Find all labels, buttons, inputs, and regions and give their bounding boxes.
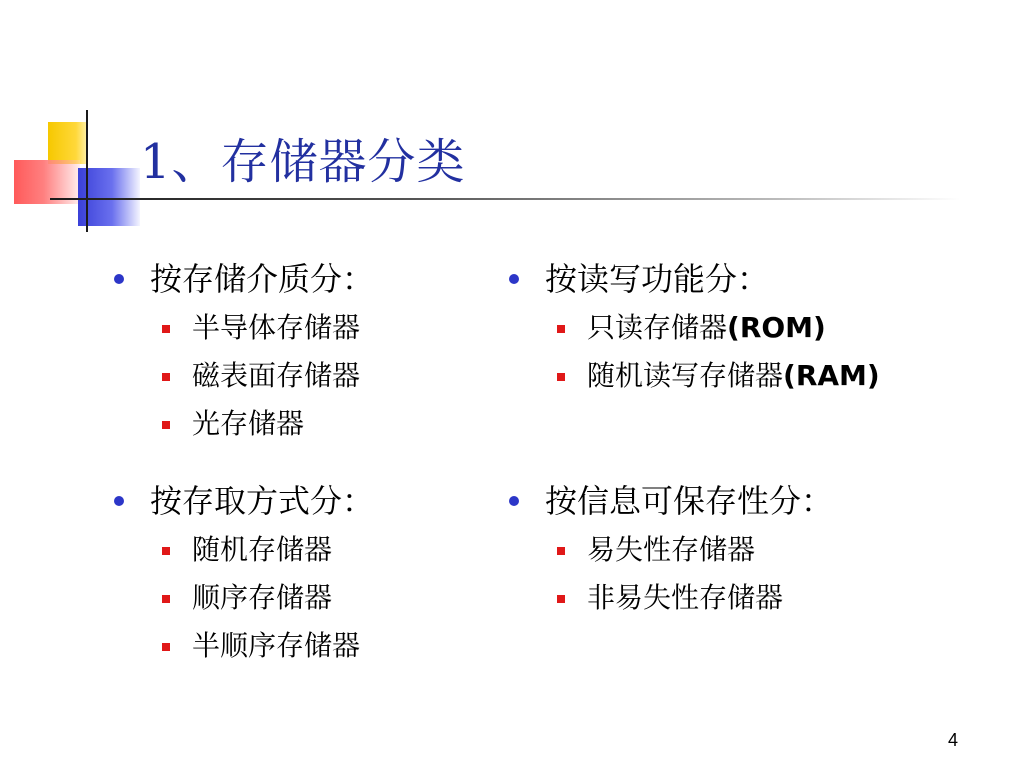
bullet-square-icon [162,421,170,429]
sub-bullet-text: 易失性存储器 [587,533,756,566]
sub-bullet [505,304,965,352]
sub-bullet-text: 半导体存储器 [192,311,361,344]
bullet-square-icon [162,643,170,651]
page-number: 4 [948,730,959,750]
sub-bullet-text: 磁表面存储器 [192,359,361,392]
bullet-square-icon [557,373,565,381]
bullet-dot-icon [114,274,124,284]
slide-title: 1、存储器分类 [140,134,466,190]
sub-bullet [505,574,965,622]
bullet-heading-text: 按读写功能分： [545,260,770,298]
bullet-heading-text: 按存取方式分： [150,482,375,520]
sub-bullet-abbreviation: (ROM) [727,311,826,344]
bullet-square-icon [557,595,565,603]
sub-bullet [110,526,570,574]
sub-bullet [110,622,570,670]
bullet-heading-text: 按存储介质分： [150,260,375,298]
sub-bullet-spacer [505,400,965,448]
right-column [505,254,965,622]
bullet-square-icon [162,547,170,555]
bullet-heading [505,476,965,526]
sub-bullet-text: 随机读写存储器 [587,359,784,392]
sub-bullet [505,352,965,400]
sub-bullet [110,400,570,448]
sub-bullet-abbreviation: (RAM) [783,359,880,392]
bullet-heading [110,254,570,304]
sub-bullet [110,304,570,352]
sub-bullet-text: 顺序存储器 [192,581,333,614]
bullet-square-icon [162,373,170,381]
decorative-logo [0,100,150,240]
bullet-heading [110,476,570,526]
bullet-square-icon [557,547,565,555]
sub-bullet [110,574,570,622]
bullet-square-icon [557,325,565,333]
sub-bullet-text: 非易失性存储器 [587,581,784,614]
bullet-square-icon [162,325,170,333]
sub-bullet [110,352,570,400]
bullet-square-icon [162,595,170,603]
bullet-group [110,476,570,670]
bullet-heading [505,254,965,304]
title-underline [50,198,960,200]
bullet-group [505,476,965,622]
sub-bullet-text: 半顺序存储器 [192,629,361,662]
left-column [110,254,570,670]
yellow-square-decoration [48,122,88,164]
sub-bullet-text: 只读存储器 [587,311,728,344]
vertical-rule [86,110,88,232]
bullet-dot-icon [509,496,519,506]
bullet-dot-icon [509,274,519,284]
sub-bullet-text: 光存储器 [192,407,305,440]
bullet-heading-text: 按信息可保存性分： [545,482,834,520]
bullet-dot-icon [114,496,124,506]
bullet-group [110,254,570,448]
sub-bullet [505,526,965,574]
sub-bullet-text: 随机存储器 [192,533,333,566]
bullet-group [505,254,965,448]
